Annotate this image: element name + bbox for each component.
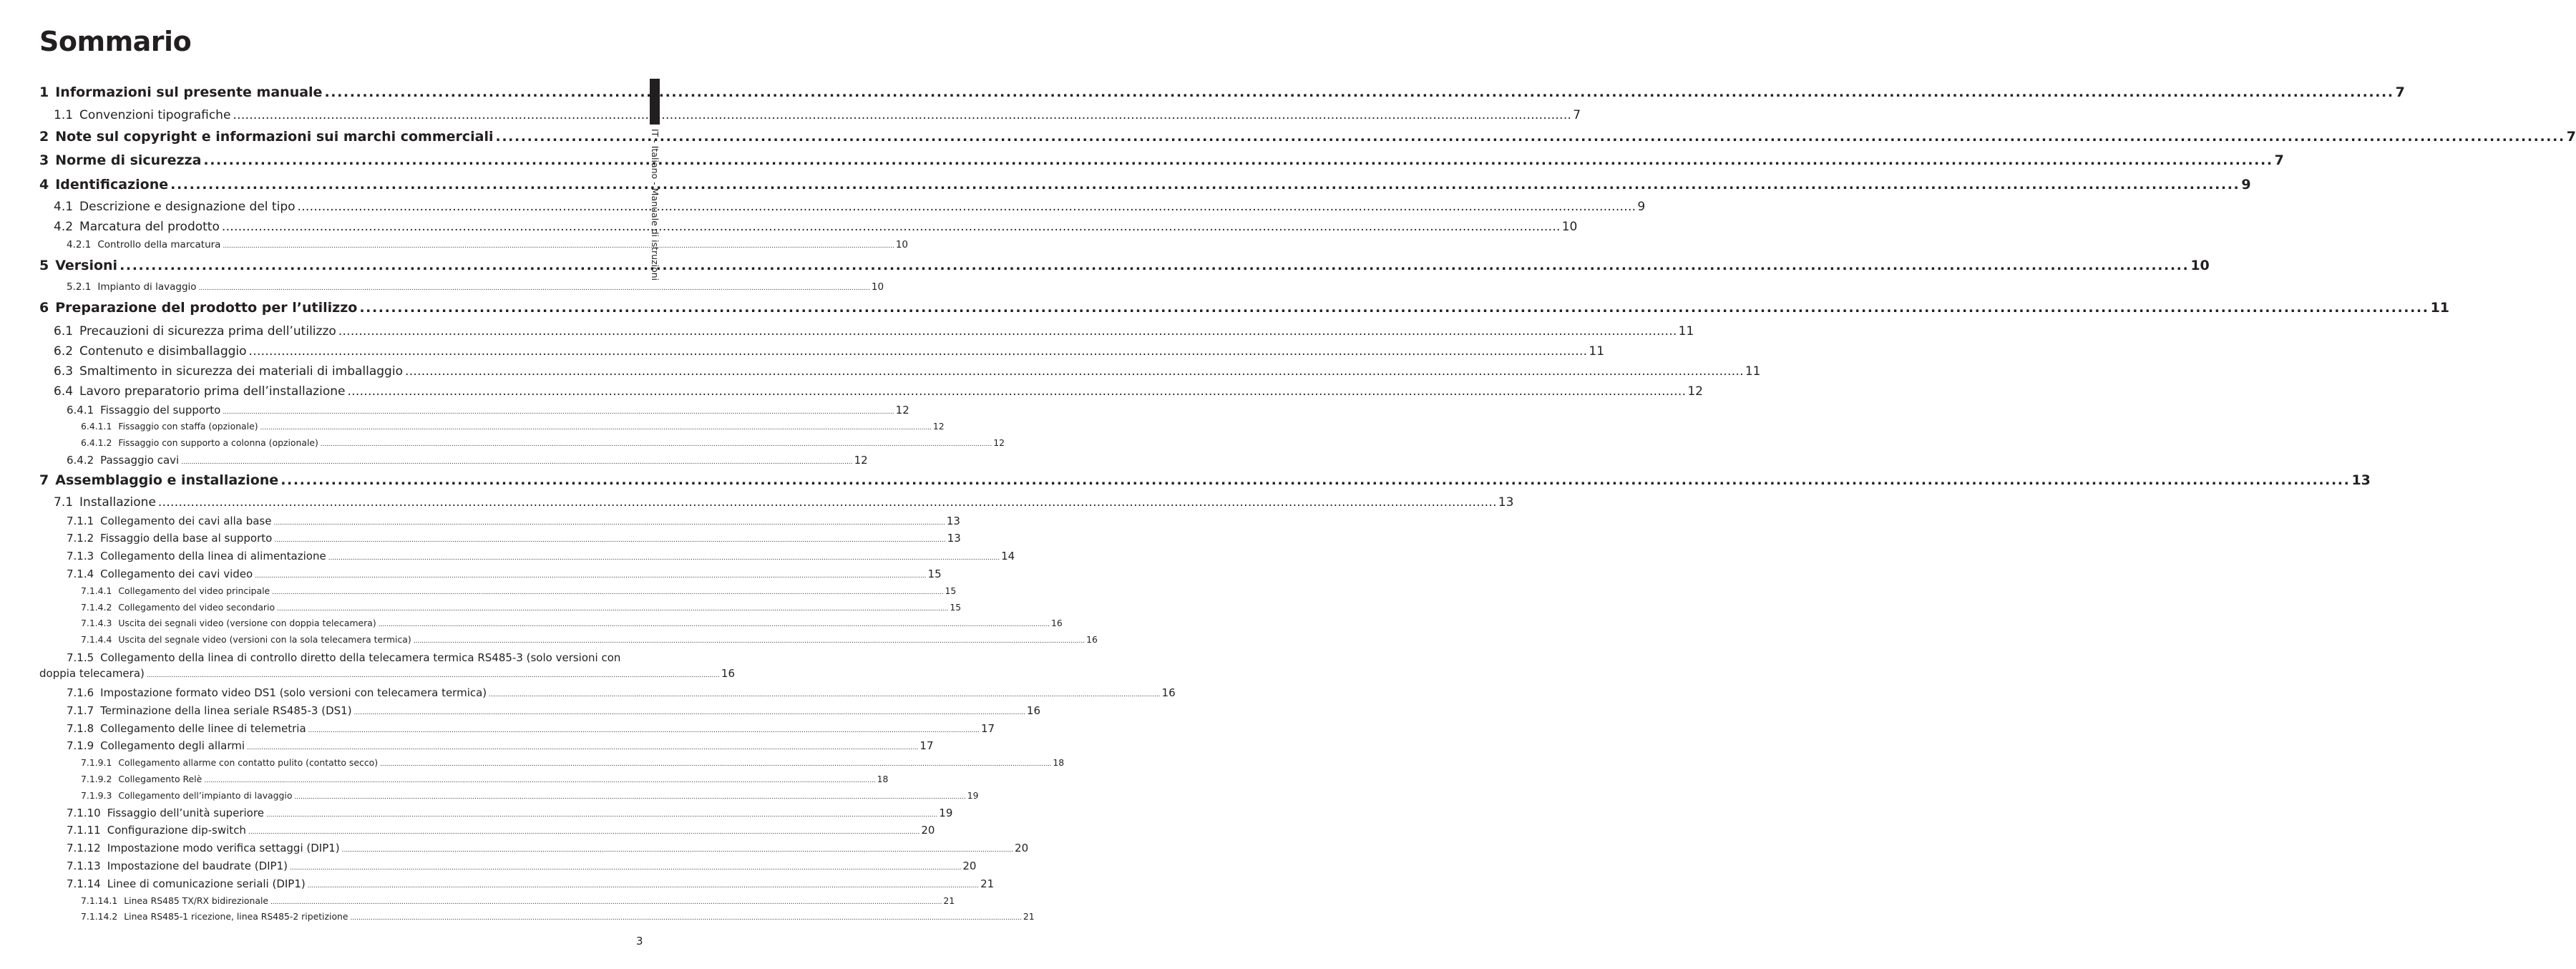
toc-entry-subsubsection[interactable]: [39, 893, 955, 910]
toc-entry-title: Collegamento del video secondario: [118, 601, 275, 613]
toc-entry-page: 20: [921, 824, 935, 837]
toc-entry-subsection[interactable]: [39, 648, 736, 684]
dot-leader: [203, 149, 2273, 173]
toc-entry-page: 17: [981, 721, 995, 735]
toc-entry-title: Collegamento degli allarmi: [100, 739, 245, 753]
dot-leader: [199, 279, 870, 296]
toc-entry-chapter[interactable]: [39, 149, 2284, 173]
toc-entry-page: 12: [895, 404, 909, 417]
toc-entry-chapter[interactable]: [39, 253, 2210, 279]
toc-entry-title: Norme di sicurezza: [55, 152, 202, 168]
toc-entry-page: 11: [1589, 344, 1605, 359]
toc-entry-page: 21: [1023, 911, 1035, 922]
toc-entry-chapter[interactable]: [39, 173, 2251, 198]
dot-leader: [260, 419, 932, 437]
toc-entry-subsection[interactable]: [39, 702, 1040, 720]
toc-entry-subsubsection[interactable]: [39, 755, 1065, 771]
toc-entry-page: 11: [1678, 324, 1694, 339]
dot-leader: [249, 341, 1588, 361]
dot-leader: [270, 893, 942, 911]
dot-leader: [273, 512, 945, 532]
toc-entry-number: 7.1.9: [67, 739, 94, 753]
toc-entry-title: Impostazione del baudrate (DIP1): [107, 859, 288, 872]
toc-entry-page: 10: [895, 239, 908, 250]
toc-entry-number: 7.1: [54, 495, 74, 510]
toc-entry-page: 14: [1001, 550, 1015, 563]
dot-leader: [247, 737, 918, 757]
toc-entry-page: 7: [2274, 152, 2284, 168]
toc-entry-page: 12: [854, 453, 868, 467]
dot-leader: [342, 839, 1013, 860]
toc-entry-page: 20: [1015, 842, 1029, 855]
toc-entry-number: 7.1.9.1: [81, 757, 112, 769]
toc-entry-number: 7.1.7: [67, 703, 94, 717]
toc-entry-page: 20: [962, 859, 977, 872]
dot-leader: [308, 875, 979, 895]
toc-entry-subsubsection[interactable]: [39, 600, 962, 616]
toc-entry-subsection[interactable]: [39, 401, 909, 419]
dot-leader: [266, 804, 937, 824]
toc-entry-page: 10: [871, 281, 884, 293]
toc-entry-title-continued: doppia telecamera): [39, 666, 145, 680]
toc-entry-subsection[interactable]: [39, 839, 1029, 857]
toc-entry-section[interactable]: [39, 492, 1514, 512]
toc-entry-page: 16: [1051, 618, 1063, 629]
toc-entry-number: 6.4.1.2: [81, 437, 112, 448]
toc-entry-title: Collegamento dell’impianto di lavaggio: [118, 789, 293, 801]
toc-entry-number: 6.4.1: [67, 404, 94, 417]
toc-entry-title: Uscita del segnale video (versioni con la sola telecamera termica): [118, 634, 411, 646]
toc-entry-page: 12: [993, 437, 1005, 448]
toc-entry-title: Fissaggio con staffa (opzionale): [118, 421, 258, 432]
toc-entry-title: Smaltimento in sicurezza dei materiali di imballaggio: [79, 364, 403, 379]
toc-entry-number: 7.1.3: [67, 550, 94, 563]
toc-entry-chapter[interactable]: [39, 81, 2405, 105]
toc-entry-title: Installazione: [79, 495, 156, 510]
toc-entry-title: Versioni: [55, 258, 118, 273]
toc-entry-number: 6.4: [54, 384, 74, 399]
toc-entry-number: 6.2: [54, 344, 74, 359]
dot-leader: [379, 615, 1050, 633]
toc-entry-subsection[interactable]: [39, 737, 934, 755]
toc-entry-number: 7.1.14: [67, 877, 101, 890]
toc-entry-title: Collegamento dei cavi video: [100, 567, 253, 580]
toc-entry-title: Uscita dei segnali video (versione con doppia telecamera): [118, 618, 376, 629]
toc-entry-title: Linea RS485-1 ricezione, linea RS485-2 ripetizione: [124, 911, 348, 922]
toc-entry-page: 21: [980, 877, 995, 890]
toc-entry-number: 6.1: [54, 324, 74, 339]
toc-entry-subsection[interactable]: [39, 684, 1176, 702]
dot-leader: [298, 197, 1636, 217]
toc-entry-page: 9: [1637, 200, 1646, 214]
toc-entry-page: 7: [2395, 84, 2405, 100]
toc-entry-title: Marcatura del prodotto: [79, 220, 220, 234]
dot-leader: [308, 720, 980, 740]
toc-entry-title: Linea RS485 TX/RX bidirezionale: [124, 895, 269, 906]
toc-entry-section[interactable]: [39, 321, 1694, 341]
toc-entry-page: 13: [947, 532, 961, 545]
toc-entry-number: 1.1: [54, 107, 74, 122]
toc-entry-page: 18: [1053, 757, 1065, 769]
toc-entry-number: 7.1.12: [67, 842, 101, 855]
dot-leader: [119, 253, 2189, 279]
toc-entry-number: 7.1.10: [67, 806, 101, 819]
toc-entry-title: Impostazione modo verifica settaggi (DIP1): [107, 842, 340, 855]
dot-leader: [290, 857, 961, 877]
toc-entry-subsubsection[interactable]: [39, 419, 945, 435]
toc-entry-number: 5.2.1: [67, 281, 92, 293]
toc-entry-title: Impianto di lavaggio: [97, 281, 197, 293]
toc-entry-number: 7.1.6: [67, 686, 94, 699]
dot-leader: [222, 217, 1561, 237]
toc-entry-title: Collegamento del video principale: [118, 585, 270, 596]
toc-entry-chapter[interactable]: [39, 469, 2371, 492]
toc-entry-page: 19: [967, 789, 979, 801]
toc-entry-number: 7.1.4.1: [81, 585, 112, 596]
toc-entry-title: Configurazione dip-switch: [107, 824, 246, 837]
toc-entry-title: Collegamento della linea di controllo diretto della telecamera termica RS485-3 (solo versioni con: [100, 651, 621, 664]
toc-entry-page: 7: [1573, 107, 1581, 122]
toc-entry-title: Terminazione della linea seriale RS485-3 (DS1): [100, 703, 352, 717]
toc-entry-number: 6.4.2: [67, 453, 94, 467]
toc-entry-title: Linee di comunicazione seriali (DIP1): [107, 877, 306, 890]
toc-entry-title: Collegamento dei cavi alla base: [100, 514, 272, 527]
toc-entry-section[interactable]: [39, 381, 1703, 401]
dot-leader: [294, 788, 965, 806]
toc-entry-number: 7.1.4.2: [81, 601, 112, 613]
toc-entry-number: 7.1.14.2: [81, 911, 118, 922]
toc-entry-subsubsection[interactable]: [39, 909, 1035, 925]
toc-entry-title: Controllo della marcatura: [97, 239, 221, 250]
toc-entry-title: Note sul copyright e informazioni sui marchi commerciali: [55, 128, 494, 145]
toc-entry-page: 9: [2241, 176, 2251, 193]
toc-entry-subsubsection[interactable]: [39, 771, 889, 788]
toc-entry-chapter[interactable]: [39, 295, 2450, 321]
toc-entry-subsubsection[interactable]: [39, 615, 1063, 632]
toc-entry-page: 13: [2351, 472, 2371, 488]
toc-entry-subsection[interactable]: [39, 720, 995, 738]
toc-entry-page: 16: [1026, 703, 1040, 717]
toc-entry-subsection[interactable]: [39, 547, 1015, 565]
dot-leader: [274, 530, 945, 550]
toc-entry-subsubsection[interactable]: [39, 583, 957, 600]
toc-entry-section[interactable]: [39, 361, 1761, 381]
toc-entry-subsection[interactable]: [39, 279, 884, 295]
dot-leader: [272, 583, 943, 601]
toc-entry-number: 6.3: [54, 364, 74, 379]
dot-leader: [405, 361, 1744, 381]
toc-entry-title: Fissaggio della base al supporto: [100, 532, 273, 545]
toc-entry-title: Fissaggio del supporto: [100, 404, 221, 417]
toc-entry-subsubsection[interactable]: [39, 632, 1098, 648]
toc-entry-title: Preparazione del prodotto per l’utilizzo: [55, 300, 358, 316]
toc-entry-page: 11: [1745, 364, 1761, 379]
toc-entry-section[interactable]: [39, 341, 1605, 361]
toc-entry-page: 7: [2566, 128, 2576, 145]
dot-leader: [277, 600, 948, 618]
page-number: 3: [636, 935, 643, 948]
toc-entry-number: 5: [39, 258, 49, 273]
toc-entry-number: 4.2: [54, 220, 74, 234]
toc-entry-page: 17: [919, 739, 934, 753]
dot-leader: [321, 435, 992, 453]
toc-entry-subsection[interactable]: [39, 565, 942, 583]
side-language-label: IT - Italiano - Manuale di istruzioni: [650, 129, 660, 281]
toc-entry-number: 7.1.9.2: [81, 773, 112, 784]
dot-leader: [223, 401, 894, 421]
toc-entry-title: Collegamento Relè: [118, 773, 203, 784]
toc-entry-title: Assemblaggio e installazione: [55, 472, 279, 488]
toc-entry-number: 7.1.4: [67, 567, 94, 580]
toc-entry-subsubsection[interactable]: [39, 435, 1005, 452]
dot-leader: [359, 295, 2429, 321]
dot-leader: [380, 755, 1051, 773]
page-title: Sommario: [39, 26, 192, 57]
dot-leader: [255, 565, 926, 585]
toc-entry-subsection[interactable]: [39, 857, 977, 875]
dot-leader: [233, 105, 1571, 125]
toc-entry-number: 7.1.9.3: [81, 789, 112, 801]
toc-entry-section[interactable]: [39, 197, 1646, 217]
toc-entry-number: 7.1.4.4: [81, 634, 112, 646]
dot-leader: [248, 822, 919, 842]
toc-entry-number: 4: [39, 176, 49, 193]
toc-entry-page: 19: [939, 806, 953, 819]
dot-leader: [414, 632, 1085, 650]
toc-entry-title: Lavoro preparatorio prima dell’installazione: [79, 384, 346, 399]
toc-entry-title: Convenzioni tipografiche: [79, 107, 231, 122]
toc-entry-number: 6.4.1.1: [81, 421, 112, 432]
toc-entry-title: Descrizione e designazione del tipo: [79, 200, 296, 214]
dot-leader: [351, 909, 1022, 927]
toc-entry-subsection[interactable]: [39, 875, 995, 893]
dot-leader: [147, 666, 720, 683]
toc-entry-subsection[interactable]: [39, 804, 953, 822]
toc-entry-page: 13: [1498, 495, 1514, 510]
toc-entry-page: 15: [945, 585, 957, 596]
dot-leader: [181, 452, 852, 471]
toc-entry-page: 16: [721, 666, 736, 680]
dot-leader: [338, 321, 1677, 341]
toc-entry-number: 6: [39, 300, 49, 316]
toc-entry-page: 15: [927, 567, 942, 580]
dot-leader: [170, 173, 2240, 198]
toc-entry-number: 7.1.11: [67, 824, 101, 837]
dot-leader: [223, 237, 894, 254]
toc-entry-page: 12: [932, 421, 945, 432]
toc-entry-title: Identificazione: [55, 176, 169, 193]
toc-entry-subsection[interactable]: [39, 530, 961, 547]
toc-entry-subsubsection[interactable]: [39, 788, 979, 804]
toc-entry-number: 7.1.5: [67, 651, 94, 664]
toc-entry-section[interactable]: [39, 105, 1581, 125]
toc-entry-number: 3: [39, 152, 49, 168]
toc-entry-number: 4.1: [54, 200, 74, 214]
toc-entry-page: 21: [943, 895, 955, 906]
toc-entry-page: 16: [1161, 686, 1176, 699]
toc-entry-title: Collegamento delle linee di telemetria: [100, 721, 306, 735]
toc-entry-page: 10: [1561, 220, 1578, 234]
toc-entry-page: 13: [946, 514, 960, 527]
dot-leader: [158, 492, 1497, 512]
toc-entry-section[interactable]: [39, 217, 1578, 237]
toc-entry-page: 10: [2190, 258, 2210, 273]
toc-entry-number: 7.1.1: [67, 514, 94, 527]
toc-entry-page: 12: [1687, 384, 1703, 399]
toc-entry-number: 7.1.4.3: [81, 618, 112, 629]
toc-entry-number: 7.1.14.1: [81, 895, 118, 906]
toc-entry-title: Collegamento allarme con contatto pulito (contatto secco): [118, 757, 379, 769]
toc-entry-title: Fissaggio con supporto a colonna (opzionale): [118, 437, 318, 448]
toc-entry-title: Precauzioni di sicurezza prima dell’utilizzo: [79, 324, 336, 339]
dot-leader: [354, 702, 1025, 722]
toc-entry-title: Impostazione formato video DS1 (solo versioni con telecamera termica): [100, 686, 487, 699]
toc-entry-page: 16: [1086, 634, 1098, 646]
dot-leader: [489, 684, 1160, 704]
toc-entry-page: 15: [950, 601, 962, 613]
toc-entry-number: 2: [39, 128, 49, 145]
toc-entry-page: 11: [2430, 300, 2450, 316]
toc-entry-subsection[interactable]: [39, 822, 935, 839]
dot-leader: [280, 469, 2350, 492]
dot-leader: [328, 547, 1000, 568]
toc-entry-subsection[interactable]: [39, 237, 908, 253]
dot-leader: [204, 771, 875, 789]
toc-entry-chapter[interactable]: [39, 125, 2576, 150]
toc-entry-number: 7: [39, 472, 49, 488]
toc-entry-title: Fissaggio dell’unità superiore: [107, 806, 264, 819]
dot-leader: [324, 81, 2394, 105]
dot-leader: [496, 125, 2565, 150]
toc-entry-title: Collegamento della linea di alimentazione: [100, 550, 326, 563]
toc-entry-number: 4.2.1: [67, 239, 92, 250]
toc-entry-page: 18: [877, 773, 889, 784]
toc-entry-title: Contenuto e disimballaggio: [79, 344, 247, 359]
toc-entry-subsection[interactable]: [39, 512, 960, 530]
toc-entry-number: 7.1.2: [67, 532, 94, 545]
toc-entry-number: 7.1.13: [67, 859, 101, 872]
toc-entry-number: 1: [39, 84, 49, 100]
toc-entry-number: 7.1.8: [67, 721, 94, 735]
dot-leader: [347, 381, 1686, 401]
toc-entry-title: Passaggio cavi: [100, 453, 180, 467]
toc-entry-title: Informazioni sul presente manuale: [55, 84, 323, 100]
toc-entry-subsection[interactable]: [39, 452, 868, 469]
